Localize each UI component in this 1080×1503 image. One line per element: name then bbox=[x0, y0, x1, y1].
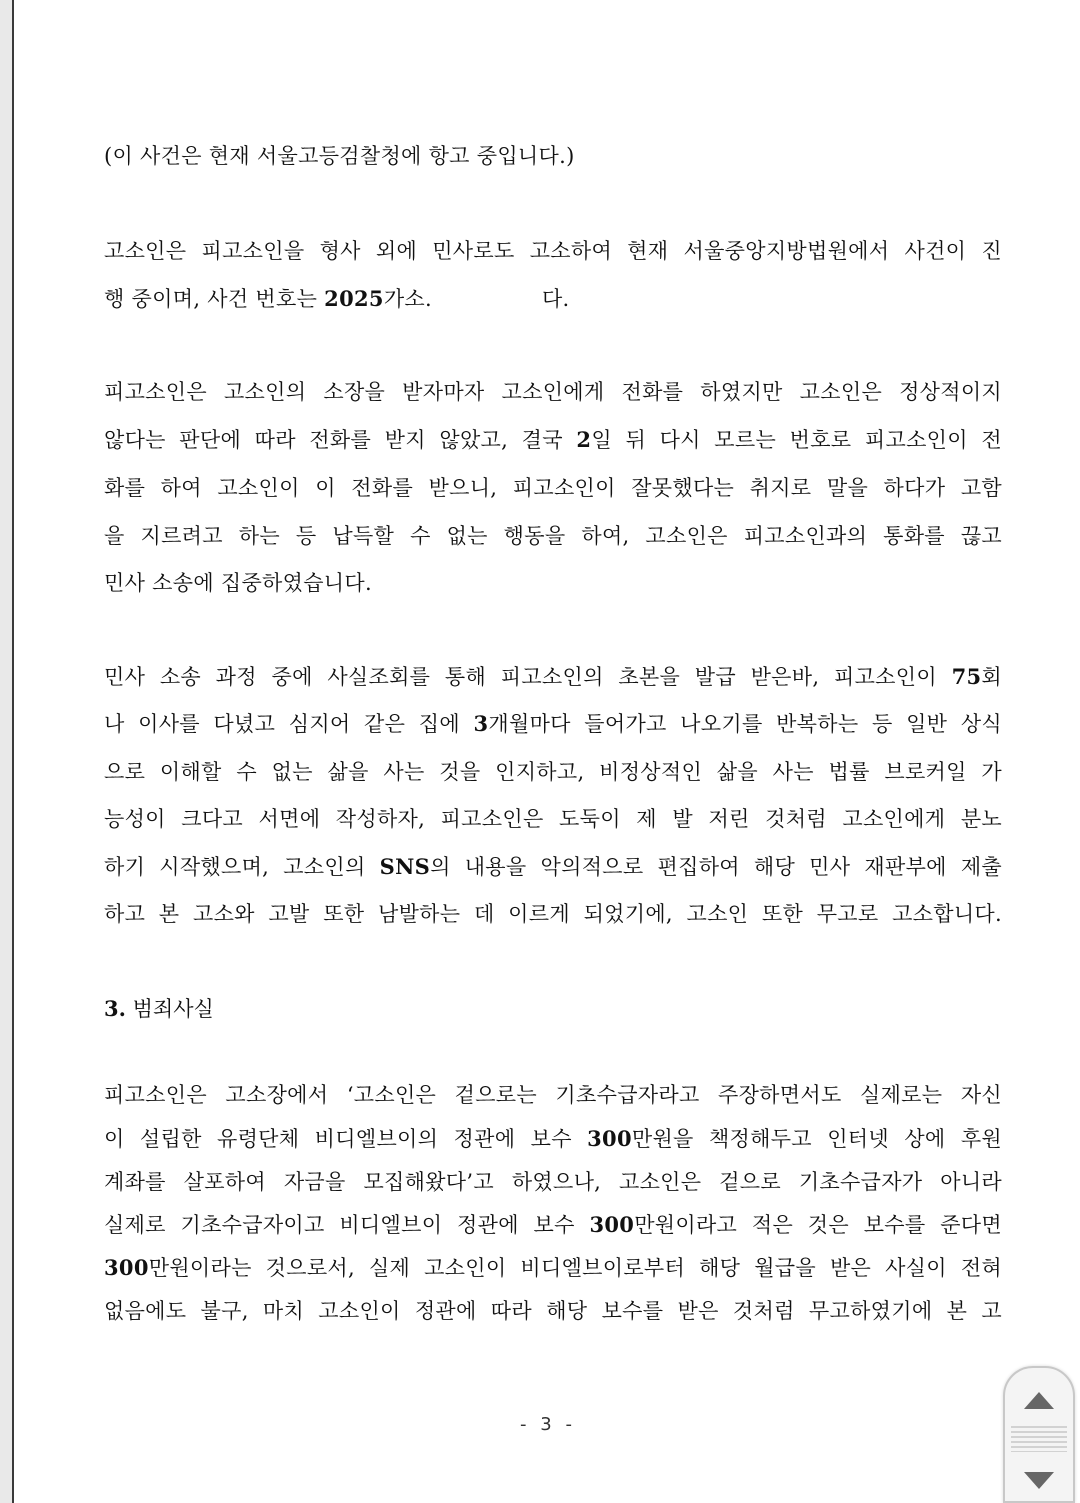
paragraph-5-line-6: 없음에도 불구, 마치 고소인이 정관에 따라 해당 보수를 받은 것처럼 무고하였기에 본 고 bbox=[104, 1299, 1002, 1323]
paragraph-4-line-2 bbox=[104, 709, 1002, 739]
text-span: 개월마다 들어가고 나오기를 반복하는 등 일반 상식 bbox=[488, 712, 1002, 736]
scroll-up-button[interactable] bbox=[1005, 1380, 1073, 1420]
number-span: 300 bbox=[589, 1212, 635, 1237]
number-span: 75 bbox=[951, 664, 982, 689]
number-span: 300 bbox=[104, 1255, 149, 1280]
text-span: 이 설립한 유령단체 비디엘브이의 정관에 보수 bbox=[104, 1127, 588, 1151]
number-span: 2 bbox=[576, 427, 592, 452]
redacted-case-number bbox=[432, 288, 542, 314]
paragraph-1-line-1: (이 사건은 현재 서울고등검찰청에 항고 중입니다.) bbox=[104, 144, 575, 168]
document-page bbox=[12, 0, 1080, 1503]
section-title: 범죄사실 bbox=[132, 997, 214, 1021]
text-span: 회 bbox=[981, 665, 1002, 689]
scroll-down-button[interactable] bbox=[1005, 1460, 1073, 1500]
page-number: - 3 - bbox=[520, 1414, 576, 1435]
paragraph-5-line-3: 계좌를 살포하여 자금을 모집해왔다’고 하였으나, 고소인은 겉으로 기초수급자가 아니라 bbox=[104, 1170, 1002, 1194]
paragraph-3-line-3: 화를 하여 고소인이 이 전화를 받으니, 피고소인이 잘못했다는 취지로 말을 하다가 고함 bbox=[104, 476, 1002, 500]
scroll-grip[interactable] bbox=[1011, 1426, 1067, 1452]
text-span: 의 내용을 악의적으로 편집하여 해당 민사 재판부에 제출 bbox=[430, 855, 1002, 879]
paragraph-4-line-1 bbox=[104, 662, 1002, 692]
text-span: 실제로 기초수급자이고 비디엘브이 정관에 보수 bbox=[104, 1213, 590, 1237]
paragraph-5-line-5 bbox=[104, 1253, 1002, 1283]
paragraph-2-line-1: 고소인은 피고소인을 형사 외에 민사로도 고소하여 현재 서울중앙지방법원에서 사건이 진 bbox=[104, 239, 1002, 263]
text-span: 만원이라는 것으로서, 실제 고소인이 비디엘브이로부터 해당 월급을 받은 사실이 전혀 bbox=[148, 1256, 1002, 1280]
paragraph-5-line-4 bbox=[104, 1210, 1002, 1240]
paragraph-2-line-2 bbox=[104, 284, 1002, 314]
case-number-prefix: 행 중이며, 사건 번호는 bbox=[104, 287, 325, 311]
case-number-year: 2025 bbox=[324, 286, 384, 311]
paragraph-4-line-4: 능성이 크다고 서면에 작성하자, 피고소인은 도둑이 제 발 저린 것처럼 고소인에게 분노 bbox=[104, 807, 1002, 831]
paragraph-3-line-1: 피고소인은 고소인의 소장을 받자마자 고소인에게 전화를 하였지만 고소인은 정상적이지 bbox=[104, 380, 1002, 404]
triangle-up-icon bbox=[1024, 1392, 1054, 1409]
number-span: 300 bbox=[587, 1126, 632, 1151]
case-number-type: 가소. bbox=[383, 287, 432, 311]
case-number-suffix: 다. bbox=[541, 287, 570, 311]
paragraph-4-line-3: 으로 이해할 수 없는 삶을 사는 것을 인지하고, 비정상적인 삶을 사는 법률 브로커일 가 bbox=[104, 760, 1002, 784]
text-span: 일 뒤 다시 모르는 번호로 피고소인이 전 bbox=[591, 428, 1002, 452]
number-span: 3 bbox=[473, 711, 489, 736]
text-span: 나 이사를 다녔고 심지어 같은 집에 bbox=[104, 712, 474, 736]
paragraph-5-line-1: 피고소인은 고소장에서 ‘고소인은 겉으로는 기초수급자라고 주장하면서도 실제로는 자신 bbox=[104, 1083, 1002, 1107]
text-span: 만원을 책정해두고 인터넷 상에 후원 bbox=[631, 1127, 1002, 1151]
text-span: 민사 소송 과정 중에 사실조회를 통해 피고소인의 초본을 발급 받은바, 피고소인이 bbox=[104, 665, 952, 689]
text-span: 만원이라고 적은 것은 보수를 준다면 bbox=[634, 1213, 1002, 1237]
paragraph-3-line-5: 민사 소송에 집중하였습니다. bbox=[104, 571, 372, 595]
page-scroll-control[interactable] bbox=[1003, 1366, 1075, 1503]
text-span: 하기 시작했으며, 고소인의 bbox=[104, 855, 380, 879]
paragraph-3-line-2 bbox=[104, 425, 1002, 455]
paragraph-3-line-4: 을 지르려고 하는 등 납득할 수 없는 행동을 하여, 고소인은 피고소인과의 통화를 끊고 bbox=[104, 524, 1002, 548]
text-span: 않다는 판단에 따라 전화를 받지 않았고, 결국 bbox=[104, 428, 577, 452]
paragraph-4-line-5 bbox=[104, 852, 1002, 882]
paragraph-5-line-2 bbox=[104, 1124, 1002, 1154]
sns-span: SNS bbox=[379, 854, 431, 879]
section-number: 3. bbox=[104, 996, 126, 1021]
paragraph-4-line-6: 하고 본 고소와 고발 또한 남발하는 데 이르게 되었기에, 고소인 또한 무고로 고소합니다. bbox=[104, 902, 1002, 926]
triangle-down-icon bbox=[1024, 1472, 1054, 1489]
section-heading bbox=[104, 994, 214, 1024]
